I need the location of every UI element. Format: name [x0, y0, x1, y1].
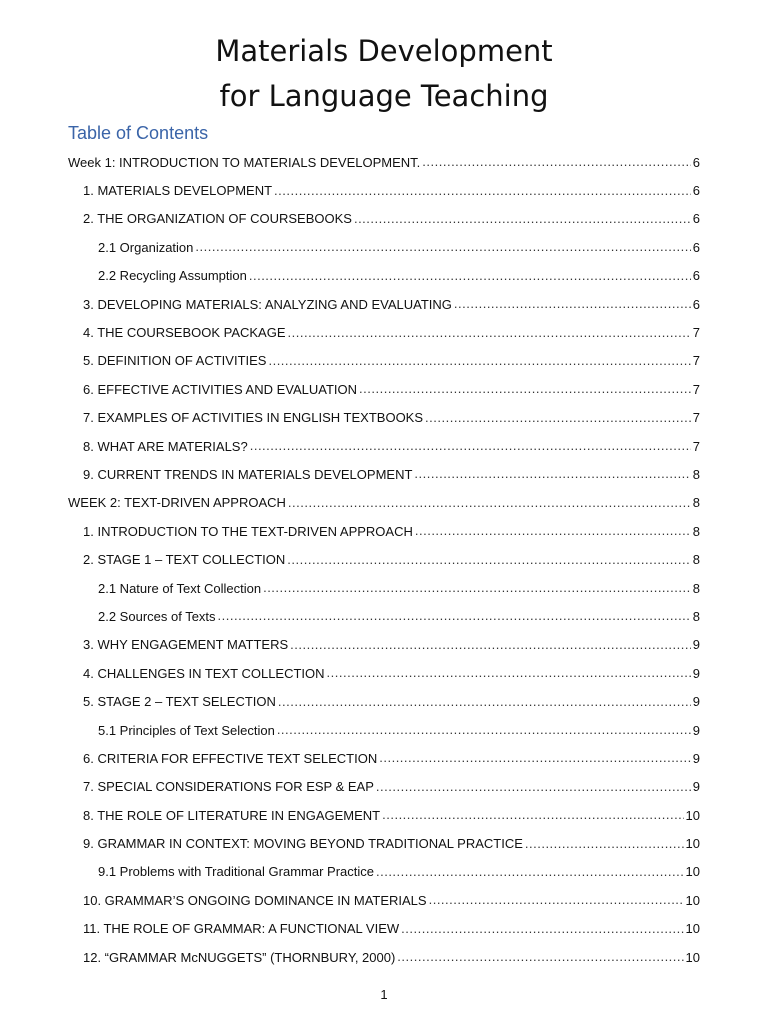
document-title-line2: for Language Teaching [219, 79, 549, 113]
toc-entry[interactable] [0, 943, 768, 971]
toc-entry[interactable] [0, 517, 768, 545]
toc-entry-title: 2.1 Nature of Text Collection [98, 580, 262, 596]
toc-entry[interactable] [0, 176, 768, 204]
toc-entry-page-number: 6 [692, 183, 700, 199]
toc-entry-title: 7. SPECIAL CONSIDERATIONS FOR ESP & EAP [83, 779, 374, 795]
toc-dot-leader [379, 750, 691, 766]
toc-entry-page-number: 8 [692, 523, 700, 539]
toc-entry-page-number: 7 [692, 325, 700, 341]
toc-entry-page-number: 6 [692, 239, 700, 255]
table-of-contents [0, 148, 768, 971]
toc-entry-page-number: 9 [692, 694, 700, 710]
toc-entry-page-number: 7 [692, 410, 700, 426]
toc-entry[interactable] [0, 744, 768, 772]
toc-entry-title: 3. DEVELOPING MATERIALS: ANALYZING AND EVALUATING [83, 296, 452, 312]
toc-entry[interactable] [0, 631, 768, 659]
toc-dot-leader [425, 410, 691, 426]
toc-dot-leader [287, 552, 690, 568]
toc-dot-leader [429, 892, 684, 908]
toc-entry-title: Week 1: INTRODUCTION TO MATERIALS DEVELOPMENT. [68, 154, 421, 170]
toc-entry-title: 12. “GRAMMAR McNUGGETS” (THORNBURY, 2000) [83, 949, 396, 965]
toc-entry-title: 2. STAGE 1 – TEXT COLLECTION [83, 552, 286, 568]
toc-entry[interactable] [0, 687, 768, 715]
toc-dot-leader [376, 864, 684, 880]
toc-entry-title: 4. CHALLENGES IN TEXT COLLECTION [83, 665, 325, 681]
toc-dot-leader [268, 353, 690, 369]
toc-dot-leader [277, 722, 691, 738]
toc-entry-title: 9. CURRENT TRENDS IN MATERIALS DEVELOPMENT [83, 466, 413, 482]
toc-dot-leader [422, 154, 690, 170]
toc-entry-page-number: 7 [692, 353, 700, 369]
toc-entry[interactable] [0, 773, 768, 801]
toc-entry-page-number: 10 [685, 921, 700, 937]
toc-entry-title: 2.2 Sources of Texts [98, 608, 216, 624]
toc-entry-page-number: 7 [692, 438, 700, 454]
toc-entry-title: 8. THE ROLE OF LITERATURE IN ENGAGEMENT [83, 807, 381, 823]
toc-entry-title: 2.2 Recycling Assumption [98, 268, 247, 284]
toc-dot-leader [354, 211, 691, 227]
toc-entry[interactable] [0, 460, 768, 488]
toc-entry-title: 5. STAGE 2 – TEXT SELECTION [83, 694, 276, 710]
toc-dot-leader [415, 523, 691, 539]
toc-entry[interactable] [0, 886, 768, 914]
toc-entry[interactable] [0, 489, 768, 517]
toc-dot-leader [263, 580, 691, 596]
toc-entry-page-number: 6 [692, 268, 700, 284]
toc-entry[interactable] [0, 148, 768, 176]
toc-dot-leader [382, 807, 683, 823]
toc-entry-title: 9. GRAMMAR IN CONTEXT: MOVING BEYOND TRADITIONAL PRACTICE [83, 836, 523, 852]
toc-entry-title: 5.1 Principles of Text Selection [98, 722, 275, 738]
toc-entry-title: 10. GRAMMAR’S ONGOING DOMINANCE IN MATERIALS [83, 892, 427, 908]
toc-entry-page-number: 9 [692, 750, 700, 766]
toc-entry[interactable] [0, 858, 768, 886]
toc-entry[interactable] [0, 432, 768, 460]
toc-entry[interactable] [0, 801, 768, 829]
toc-dot-leader [195, 239, 690, 255]
toc-entry[interactable] [0, 602, 768, 630]
toc-dot-leader [249, 268, 691, 284]
toc-entry-page-number: 8 [692, 580, 700, 596]
toc-entry-page-number: 10 [685, 836, 700, 852]
toc-entry[interactable] [0, 829, 768, 857]
toc-entry[interactable] [0, 716, 768, 744]
toc-entry[interactable] [0, 205, 768, 233]
toc-entry-page-number: 10 [685, 807, 700, 823]
toc-entry[interactable] [0, 290, 768, 318]
toc-entry-page-number: 8 [692, 495, 700, 511]
toc-entry-title: 1. MATERIALS DEVELOPMENT [83, 183, 273, 199]
toc-dot-leader [278, 694, 691, 710]
toc-entry-title: 7. EXAMPLES OF ACTIVITIES IN ENGLISH TEXTBOOKS [83, 410, 424, 426]
toc-entry-page-number: 6 [692, 296, 700, 312]
toc-dot-leader [288, 495, 691, 511]
toc-entry-title: 9.1 Problems with Traditional Grammar Practice [98, 864, 374, 880]
toc-entry-page-number: 8 [692, 608, 700, 624]
toc-entry-page-number: 6 [692, 154, 700, 170]
toc-entry-page-number: 8 [692, 552, 700, 568]
toc-entry-title: 6. EFFECTIVE ACTIVITIES AND EVALUATION [83, 381, 358, 397]
toc-dot-leader [414, 466, 690, 482]
toc-dot-leader [525, 836, 684, 852]
toc-dot-leader [397, 949, 683, 965]
toc-entry-page-number: 6 [692, 211, 700, 227]
toc-entry-title: 5. DEFINITION OF ACTIVITIES [83, 353, 267, 369]
toc-entry[interactable] [0, 545, 768, 573]
toc-dot-leader [327, 665, 691, 681]
toc-entry[interactable] [0, 233, 768, 261]
toc-entry[interactable] [0, 574, 768, 602]
toc-dot-leader [290, 637, 691, 653]
page-number: 1 [380, 987, 388, 1002]
toc-entry-page-number: 10 [685, 864, 700, 880]
toc-entry[interactable] [0, 262, 768, 290]
toc-dot-leader [274, 183, 691, 199]
toc-entry-title: WEEK 2: TEXT-DRIVEN APPROACH [68, 495, 286, 511]
toc-entry[interactable] [0, 347, 768, 375]
toc-heading: Table of Contents [68, 123, 209, 143]
toc-entry-title: 11. THE ROLE OF GRAMMAR: A FUNCTIONAL VIEW [83, 921, 400, 937]
toc-dot-leader [250, 438, 691, 454]
toc-dot-leader [288, 325, 691, 341]
toc-entry-page-number: 9 [692, 779, 700, 795]
toc-dot-leader [218, 608, 691, 624]
toc-entry-title: 4. THE COURSEBOOK PACKAGE [83, 325, 286, 341]
toc-entry-page-number: 9 [692, 722, 700, 738]
toc-entry-page-number: 8 [692, 466, 700, 482]
toc-dot-leader [376, 779, 691, 795]
toc-entry[interactable] [0, 404, 768, 432]
toc-entry-title: 3. WHY ENGAGEMENT MATTERS [83, 637, 289, 653]
toc-dot-leader [401, 921, 683, 937]
toc-entry-title: 8. WHAT ARE MATERIALS? [83, 438, 248, 454]
toc-entry-page-number: 10 [685, 892, 700, 908]
toc-entry[interactable] [0, 318, 768, 346]
toc-entry[interactable] [0, 915, 768, 943]
toc-dot-leader [359, 381, 691, 397]
toc-entry[interactable] [0, 375, 768, 403]
toc-entry-page-number: 9 [692, 665, 700, 681]
toc-entry-page-number: 10 [685, 949, 700, 965]
toc-entry[interactable] [0, 659, 768, 687]
toc-entry-title: 2.1 Organization [98, 239, 194, 255]
toc-dot-leader [454, 296, 691, 312]
toc-entry-title: 6. CRITERIA FOR EFFECTIVE TEXT SELECTION [83, 750, 378, 766]
toc-entry-title: 2. THE ORGANIZATION OF COURSEBOOKS [83, 211, 352, 227]
toc-entry-page-number: 7 [692, 381, 700, 397]
toc-entry-title: 1. INTRODUCTION TO THE TEXT-DRIVEN APPROACH [83, 523, 413, 539]
document-title-line1: Materials Development [215, 34, 553, 68]
toc-entry-page-number: 9 [692, 637, 700, 653]
